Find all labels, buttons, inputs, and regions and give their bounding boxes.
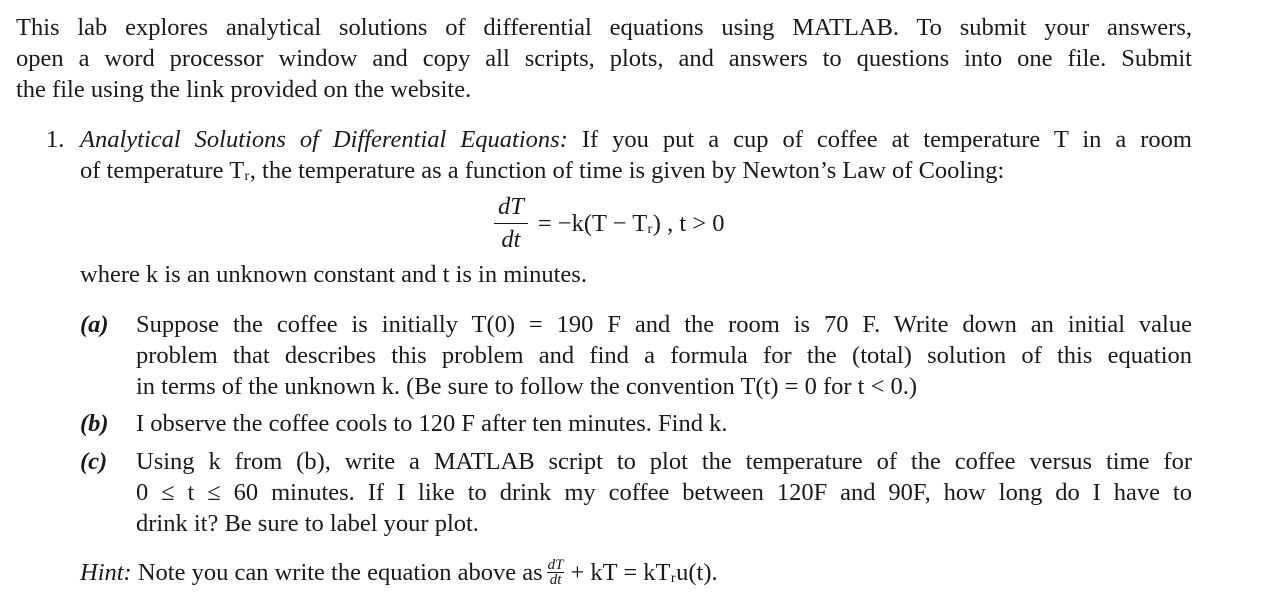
hint-tail: + kT = kTᵣu(t). [570, 559, 718, 586]
part-a-text [136, 309, 1192, 402]
where-clause: where k is an unknown constant and t is in minutes. [80, 261, 587, 288]
part-a-line-1: Suppose the coffee is initially T(0) = 190 F and the room is 70 F. Write down an initial value [136, 311, 1192, 338]
part-a-line-3: in terms of the unknown k. (Be sure to follow the convention T(t) = 0 for t < 0.) [136, 373, 918, 400]
newton-cooling-equation [494, 194, 724, 253]
hint-fraction [547, 558, 565, 587]
part-c-text [136, 446, 1192, 539]
intro-line-1: This lab explores analytical solutions of differential equations using MATLAB. To submit your answers, [16, 14, 1192, 41]
hint-text: Note you can write the equation above as [131, 559, 543, 586]
equation-numerator: dT [494, 194, 528, 224]
equation-rhs: = −k(T − Tᵣ) , t > 0 [537, 209, 725, 237]
equation-denominator: dt [501, 226, 521, 253]
hint-fraction-denominator: dt [549, 572, 562, 588]
part-b-text [136, 408, 1192, 439]
part-c-label: (c) [80, 448, 108, 475]
intro-paragraph [16, 12, 1192, 105]
part-a-line-2: problem that describes this problem and find a formula for the (total) solution of this equation [136, 342, 1192, 369]
part-c-line-2: 0 ≤ t ≤ 60 minutes. If I like to drink my coffee between 120F and 90F, how long do I have to [136, 479, 1192, 506]
equation-fraction [494, 194, 528, 253]
problem-1-text-1: If you put a cup of coffee at temperature T in a room [567, 126, 1192, 153]
part-c-line-1: Using k from (b), write a MATLAB script to plot the temperature of the coffee versus time for [136, 448, 1192, 475]
problem-1-statement [80, 124, 1192, 186]
hint [80, 557, 718, 588]
problem-1-line-2: of temperature Tᵣ, the temperature as a function of time is given by Newton’s Law of Cooling: [80, 157, 1005, 184]
part-c-line-3: drink it? Be sure to label your plot. [136, 510, 479, 537]
part-b-line-1: I observe the coffee cools to 120 F after ten minutes. Find k. [136, 410, 728, 437]
part-a-label: (a) [80, 311, 109, 338]
hint-fraction-numerator: dT [547, 557, 564, 573]
part-b-label: (b) [80, 410, 109, 437]
problem-number: 1. [46, 126, 65, 153]
problem-title: Analytical Solutions of Differential Equations: [80, 126, 568, 153]
hint-label: Hint: [80, 559, 132, 586]
problem-1-line-1 [80, 124, 1192, 155]
intro-line-2: open a word processor window and copy all scripts, plots, and answers to questions into one file. Submit [16, 45, 1192, 72]
intro-line-3: the file using the link provided on the website. [16, 76, 472, 103]
